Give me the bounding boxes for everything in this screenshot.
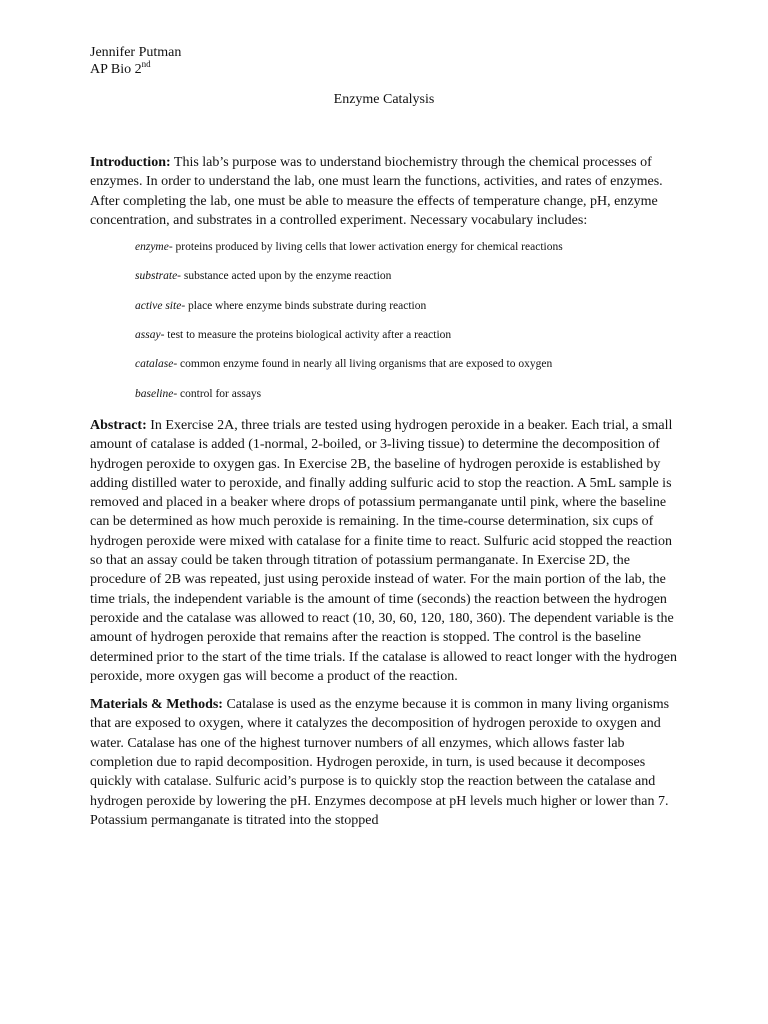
abstract-text: In Exercise 2A, three trials are tested using hydrogen peroxide in a beaker. Each trial, a small amount of catalase is added (1-normal, 2-boiled, or 3-living tissue) to determine the decomposition of hydrogen peroxide to oxygen gas. In Exercise 2B, the baseline of hydrogen peroxide is established by adding distilled water to peroxide, and finally adding sulfuric acid to stop the reaction. A 5mL sample is removed and placed in a beaker where drops of potassium permanganate until pink, where the baseline can be determined as how much peroxide is remaining. In the time-course determination, six cups of hydrogen peroxide were mixed with catalase for a finite time to react. Sulfuric acid stopped the reaction so that an assay could be taken through titration of potassium permanganate. In Exercise 2D, the procedure of 2B was repeated, just using peroxide instead of water. For the main portion of the lab, the time trials, the independent variable is the amount of time (seconds) the reaction between the hydrogen peroxide and the catalase was allowed to react (10, 30, 60, 120, 180, 360). The dependent variable is the amount of hydrogen peroxide that remains after the reaction is stopped. The control is the baseline determined prior to the start of the time trials. If the catalase is allowed to react longer with the hydrogen peroxide, more oxygen gas will become a product of the reaction. — [90, 417, 678, 684]
introduction-text: This lab’s purpose was to understand biochemistry through the chemical processes of enzymes. In order to understand the lab, one must learn the functions, activities, and rates of enzymes. After completing the lab, one must be able to measure the effects of temperature change, pH, enzyme concentration, and substrates in a controlled experiment. Necessary vocabulary includes: — [90, 155, 663, 228]
vocab-definition: - test to measure the proteins biological activity after a reaction — [160, 329, 452, 342]
vocabulary-list — [135, 240, 680, 401]
vocab-term: enzyme — [135, 241, 169, 254]
class-name-text: AP Bio 2 — [90, 62, 142, 77]
class-name — [90, 61, 181, 78]
vocab-term: baseline — [135, 387, 174, 400]
class-period-suffix: nd — [141, 59, 151, 69]
abstract-paragraph — [90, 416, 680, 686]
materials-text: Catalase is used as the enzyme because it is common in many living organisms that are exposed to oxygen, where it catalyzes the decomposition of hydrogen peroxide to oxygen and water. Catalase has one of the highest turnover numbers of all enzymes, which allows faster lab completion due to rapid decomposition. Hydrogen peroxide, in turn, is used because it decomposes quickly with catalase. Sulfuric acid’s purpose is to quickly stop the reaction between the catalase and hydrogen peroxide by lowering the pH. Enzymes decompose at pH levels much higher or lower than 7. Potassium permanganate is titrated into the stopped — [90, 697, 670, 828]
materials-paragraph — [90, 695, 680, 830]
vocab-definition: - common enzyme found in nearly all living organisms that are exposed to oxygen — [173, 358, 553, 371]
vocab-item-catalase — [135, 357, 680, 372]
vocab-definition: - proteins produced by living cells that lower activation energy for chemical reactions — [168, 241, 563, 254]
vocab-term: assay — [135, 329, 161, 342]
vocab-definition: - substance acted upon by the enzyme reaction — [177, 270, 392, 283]
vocab-definition: - place where enzyme binds substrate during reaction — [181, 299, 427, 312]
vocab-item-enzyme — [135, 240, 680, 255]
vocab-term: substrate — [135, 270, 178, 283]
vocab-item-substrate — [135, 269, 680, 284]
document-body — [90, 153, 680, 830]
vocab-definition: - control for assays — [173, 387, 262, 400]
vocab-item-assay — [135, 328, 680, 343]
author-name: Jennifer Putman — [90, 45, 182, 60]
document-header — [90, 44, 181, 78]
vocab-item-active-site — [135, 299, 680, 314]
introduction-paragraph — [90, 153, 680, 230]
vocab-item-baseline — [135, 387, 680, 402]
vocab-term: active site — [135, 299, 182, 312]
materials-heading: Materials & Methods: — [90, 697, 223, 713]
vocab-term: catalase — [135, 358, 174, 371]
document-title: Enzyme Catalysis — [333, 92, 435, 107]
introduction-heading: Introduction: — [90, 155, 171, 170]
abstract-heading: Abstract: — [90, 417, 147, 433]
